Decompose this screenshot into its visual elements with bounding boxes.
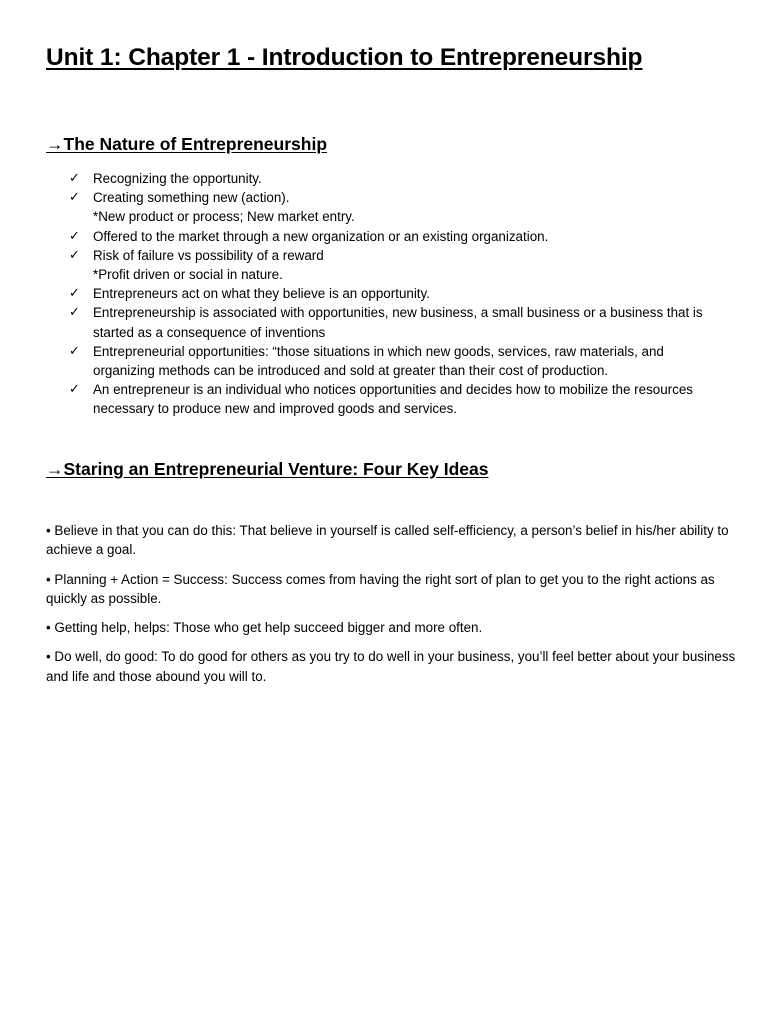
list-item — [68, 246, 728, 284]
list-item-text: Risk of failure vs possibility of a reward — [93, 247, 324, 263]
key-idea-paragraph: • Planning + Action = Success: Success comes from having the right sort of plan to get you to the right actions as quickly as possible. — [46, 571, 715, 607]
key-idea-paragraph: • Getting help, helps: Those who get help succeed bigger and more often. — [46, 620, 483, 636]
checkmark-icon: ✓ — [69, 343, 80, 359]
list-item-text: Recognizing the opportunity. — [93, 171, 262, 186]
list-item — [68, 342, 728, 380]
list-item — [68, 169, 728, 188]
nature-checklist — [68, 169, 728, 419]
list-item-note: *Profit driven or social in nature. — [93, 267, 283, 283]
checkmark-icon: ✓ — [69, 228, 80, 244]
list-item-text: Entrepreneurs act on what they believe is an opportunity. — [93, 286, 430, 302]
list-item-text: Entrepreneurship is associated with opportunities, new business, a small business or a business that is started as a consequence of inventions — [93, 305, 703, 340]
list-item-text: An entrepreneur is an individual who notices opportunities and decides how to mobilize the resources necessary to produce new and improved goods and services. — [93, 382, 693, 417]
list-item — [68, 380, 728, 418]
venture-key-ideas — [46, 521, 736, 696]
section-heading-nature: →The Nature of Entrepreneurship — [46, 134, 328, 154]
checkmark-icon: ✓ — [69, 190, 80, 206]
list-item — [68, 227, 728, 246]
list-item-note: *New product or process; New market entry. — [93, 209, 355, 225]
section-heading-venture: →Staring an Entrepreneurial Venture: Four Key Ideas — [46, 459, 489, 479]
checkmark-icon: ✓ — [69, 305, 80, 321]
list-item — [68, 303, 728, 341]
checkmark-icon: ✓ — [69, 171, 80, 186]
checkmark-icon: ✓ — [69, 286, 80, 302]
key-idea-paragraph: • Believe in that you can do this: That believe in yourself is called self-efficiency, a person’s belief in his/her ability to achieve a goal. — [46, 523, 729, 558]
list-item — [68, 284, 728, 303]
list-item — [68, 188, 728, 226]
checkmark-icon: ✓ — [69, 382, 80, 398]
list-item-text: Entrepreneurial opportunities: “those situations in which new goods, services, raw materials, and organizing methods can be introduced and sold at greater than their cost of production. — [93, 343, 664, 379]
list-item-text: Offered to the market through a new organization or an existing organization. — [93, 228, 549, 244]
list-item-text: Creating something new (action). — [93, 190, 290, 206]
checkmark-icon: ✓ — [69, 247, 80, 263]
document-title: Unit 1: Chapter 1 - Introduction to Entrepreneurship — [46, 44, 643, 71]
key-idea-paragraph: • Do well, do good: To do good for others as you try to do well in your business, you’ll feel better about your business and life and those abound you will to. — [46, 649, 736, 684]
